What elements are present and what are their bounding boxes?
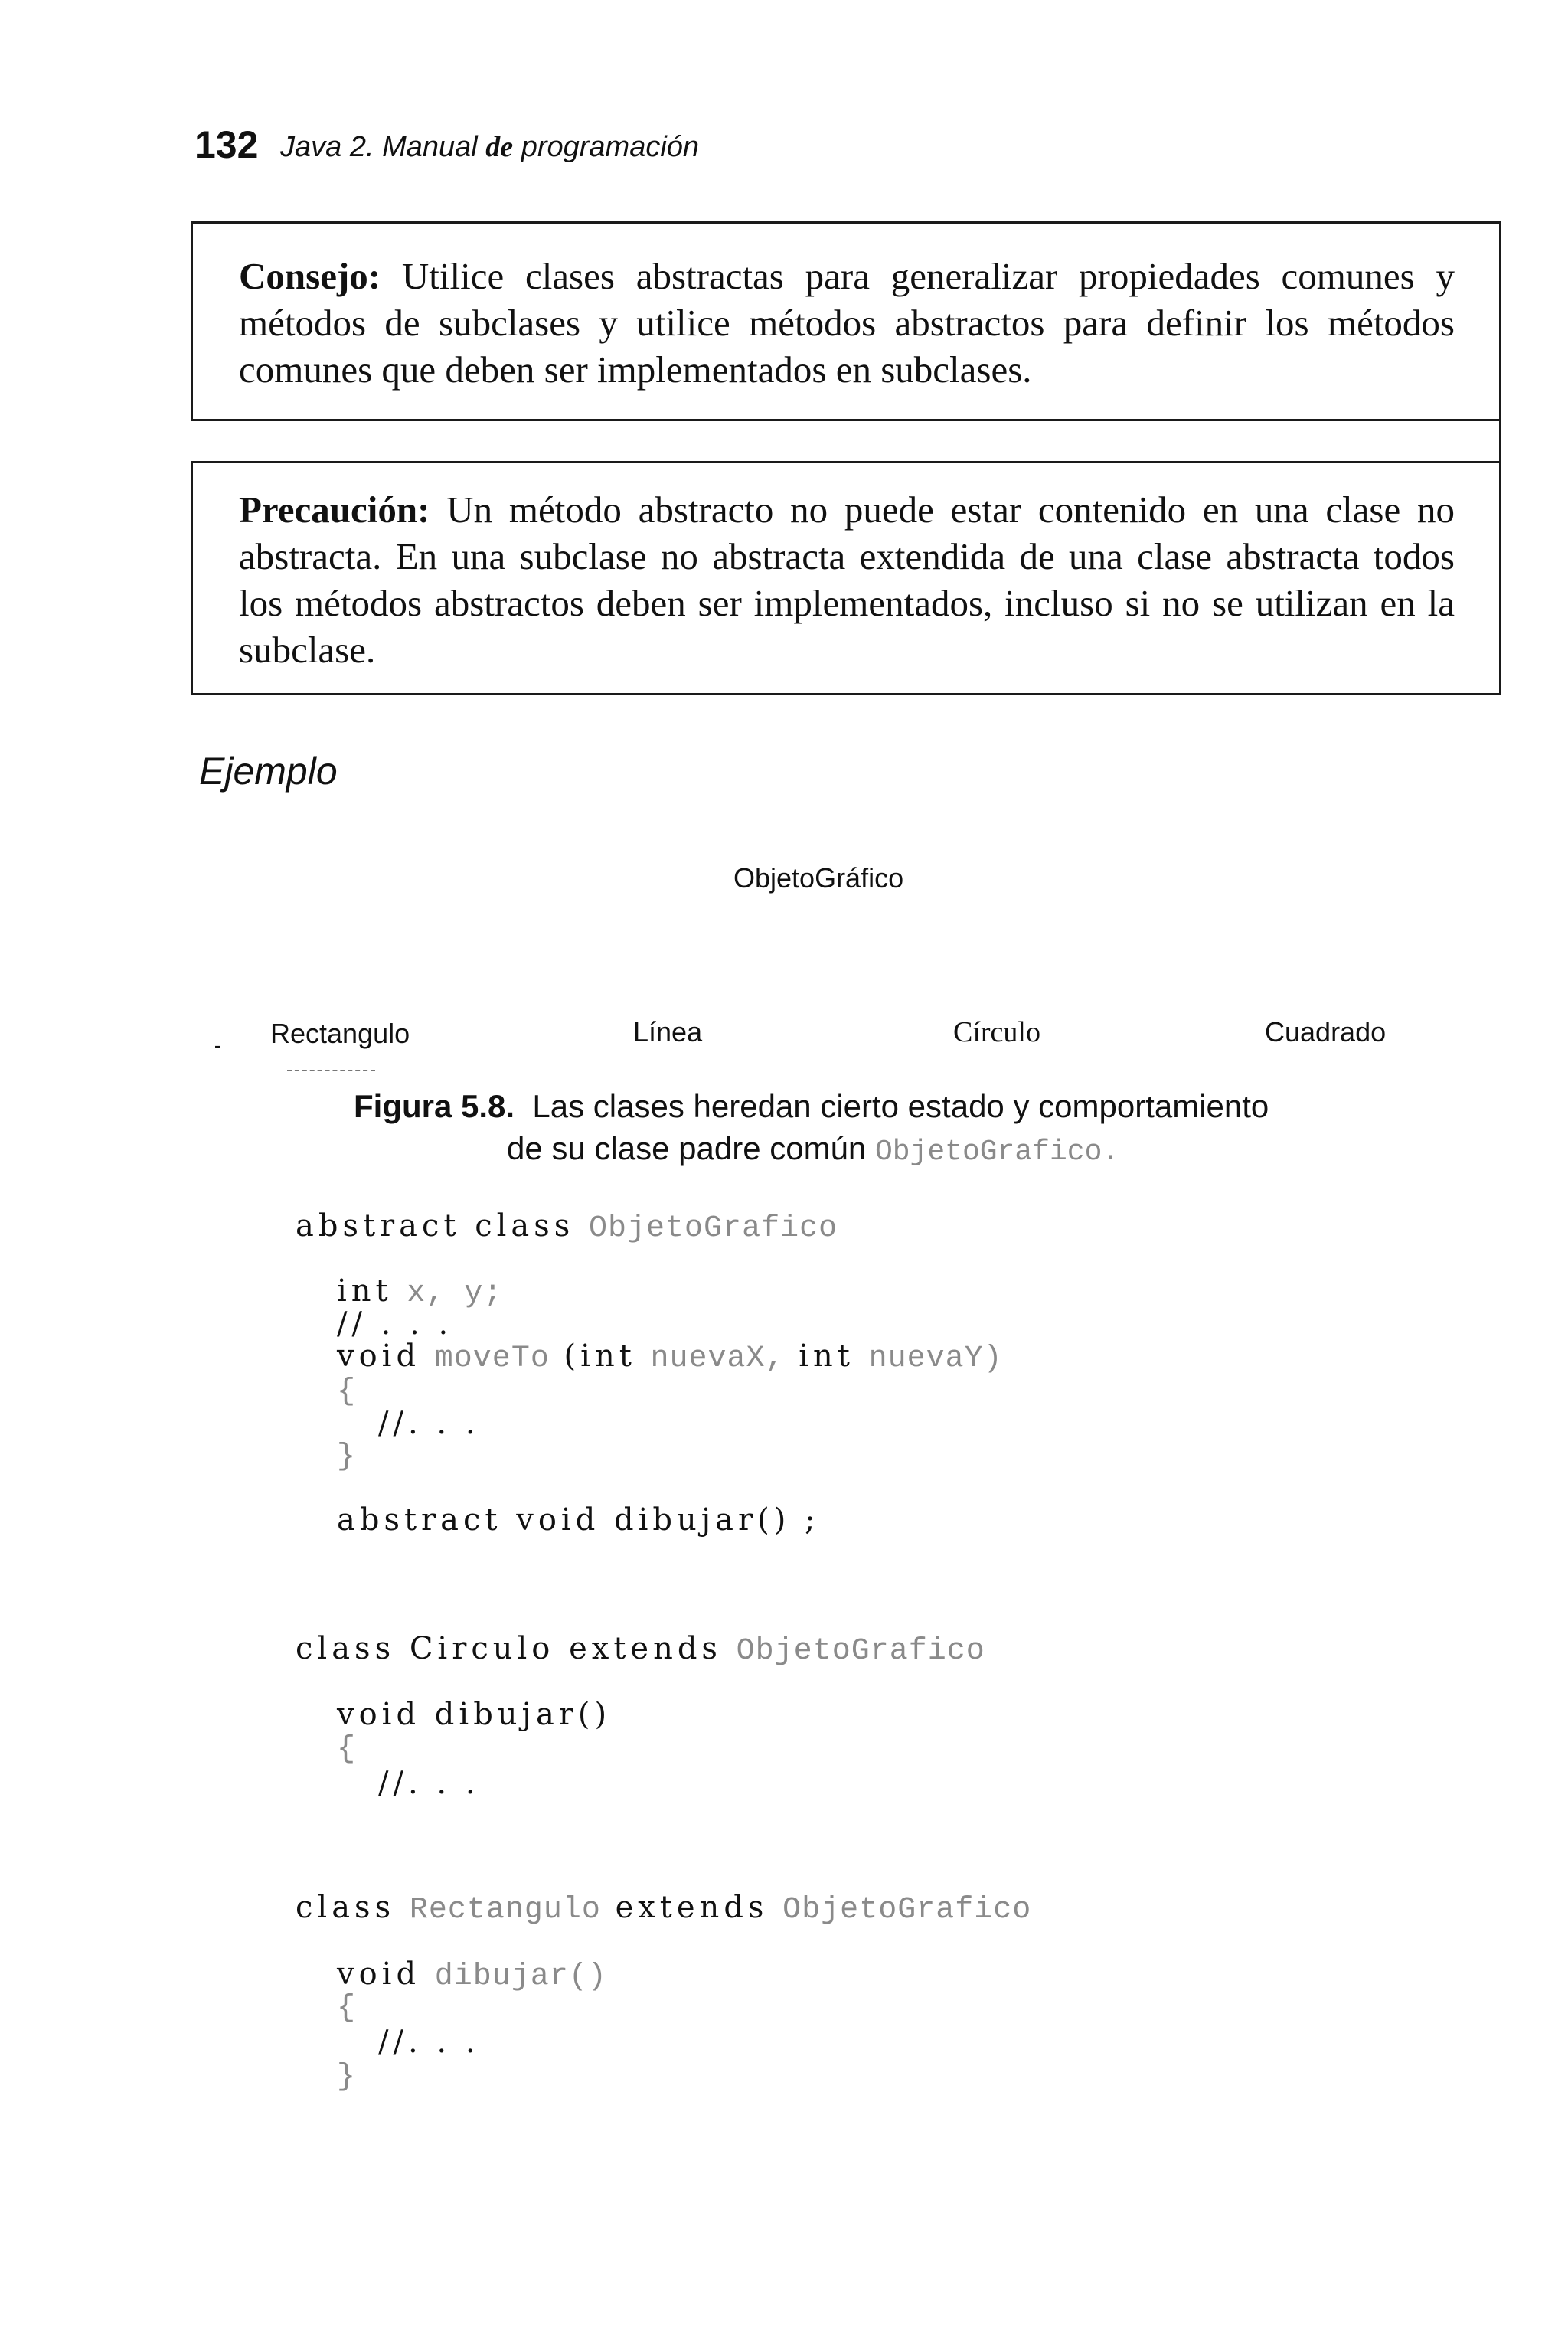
code-line-15: { [337, 1991, 357, 2025]
code-line-17: } [337, 2060, 357, 2094]
figure-root-label: ObjetoGráfico [733, 862, 904, 894]
consejo-label: Consejo: [239, 255, 381, 297]
code-line-4 [337, 1339, 1003, 1376]
code-line-13 [296, 1890, 1031, 1927]
figure-caption-code: ObjetoGrafico. [874, 1136, 1120, 1169]
figure-child-linea: Línea [633, 1016, 703, 1048]
box-connector-rule [1499, 421, 1501, 461]
figure-child-circulo: Círculo [953, 1016, 1040, 1048]
code-l1-keyword: abstract class [296, 1208, 590, 1244]
precaucion-label: Precaución: [239, 489, 430, 531]
figure-stray-mark: - [214, 1034, 221, 1057]
code-l13-extends: extends [600, 1890, 783, 1925]
consejo-paragraph [239, 253, 1455, 393]
figure-caption-line1 [354, 1088, 1269, 1125]
code-line-5: { [337, 1375, 357, 1409]
code-l4-param1: nuevaX, [650, 1342, 785, 1376]
code-l13-name: Rectangulo [409, 1893, 601, 1927]
code-l13-class: class [296, 1890, 410, 1925]
code-l1-class: ObjetoGrafico [589, 1211, 838, 1246]
code-line-7: } [337, 1440, 357, 1474]
section-heading: Ejemplo [199, 750, 338, 793]
code-line-1 [296, 1208, 838, 1246]
figure-caption-line2 [507, 1130, 1119, 1169]
code-line-10: void dibujar() [337, 1697, 612, 1732]
running-title [280, 130, 699, 164]
code-l14-void: void [337, 1956, 435, 1992]
code-l4-param2: nuevaY) [868, 1342, 1003, 1376]
code-l8-semicolon: ; [790, 1502, 820, 1538]
code-l2-vars: x, y; [407, 1276, 503, 1311]
code-line-9 [296, 1631, 985, 1669]
figure-child-cuadrado: Cuadrado [1265, 1016, 1387, 1048]
figure-smudge [287, 1070, 375, 1073]
code-line-12: //. . . [378, 1766, 480, 1801]
code-l4-int2: int [784, 1339, 869, 1374]
code-l2-type: int [337, 1273, 407, 1309]
code-l4-void: void [337, 1339, 435, 1374]
figure-child-rectangulo: Rectangulo [270, 1018, 410, 1049]
precaucion-paragraph [239, 486, 1455, 673]
code-l9-parent: ObjetoGrafico [736, 1634, 985, 1669]
code-l13-parent: ObjetoGrafico [782, 1893, 1032, 1927]
code-line-8 [337, 1502, 820, 1538]
code-l14-method: dibujar() [434, 1960, 607, 1994]
page-number: 132 [194, 123, 259, 166]
code-line-14 [337, 1956, 607, 1994]
code-line-11: { [337, 1732, 357, 1767]
running-title-part1: Java 2. Manual [280, 131, 486, 163]
code-l8-keywords: abstract void [337, 1502, 615, 1538]
code-l8-method: dibujar() [614, 1502, 791, 1538]
code-l4-method: moveTo [434, 1342, 550, 1376]
code-line-16: //. . . [378, 2025, 480, 2060]
consejo-text: Utilice clases abstractas para generalizar propiedades comunes y métodos de subclases y utilice métodos abstractos para definir los métodos comunes que deben ser implementados en subclases. [239, 255, 1455, 391]
code-l4-int1: (int [549, 1339, 651, 1374]
code-l9-keywords: class Circulo extends [296, 1631, 737, 1666]
figure-caption-label: Figura 5.8. [354, 1088, 515, 1124]
figure-caption-text2: de su clase padre común [507, 1130, 875, 1166]
running-title-part2: programación [513, 131, 700, 163]
code-line-3: // . . . [337, 1306, 453, 1342]
code-line-6: //. . . [378, 1406, 480, 1441]
precaucion-text: Un método abstracto no puede estar contenido en una clase no abstracta. En una subclase no abstracta extendida de una clase abstracta todos los métodos abstractos deben ser implementados, incluso si no se utilizan en la subclase. [239, 489, 1455, 671]
consejo-box [191, 221, 1501, 421]
running-title-de: de [485, 131, 514, 163]
figure-caption-text1: Las clases heredan cierto estado y comportamiento [532, 1088, 1269, 1124]
code-line-2 [337, 1273, 502, 1311]
precaucion-box [191, 461, 1501, 695]
